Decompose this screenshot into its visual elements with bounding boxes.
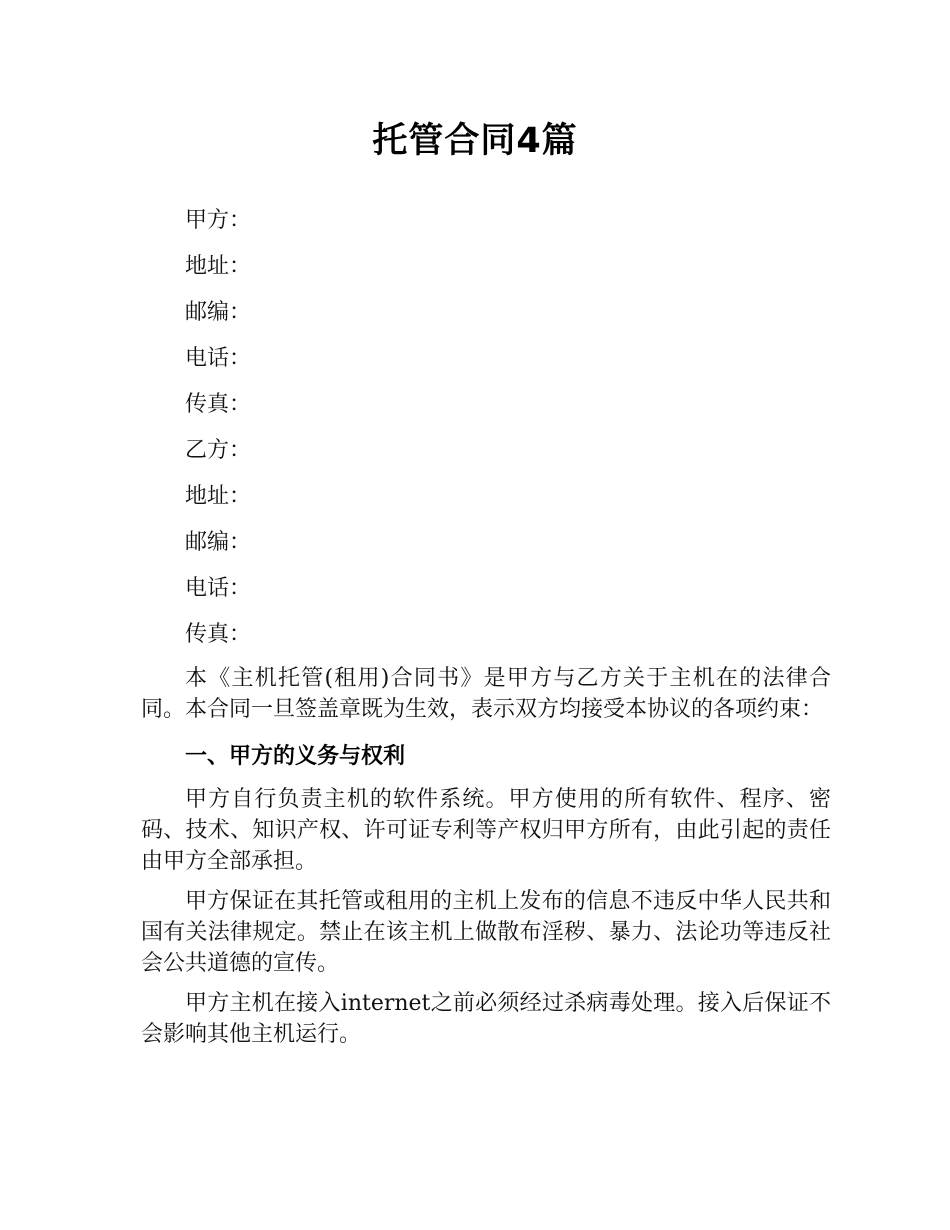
party-a-phone-field: 电话： — [185, 346, 252, 371]
section-paragraph: 甲方主机在接入internet之前必须经过杀病毒处理。接入后保证不会影响其他主机运行。 — [141, 991, 831, 1047]
party-b-address-field: 地址： — [185, 484, 252, 509]
document-body — [141, 198, 831, 1059]
section-heading: 一、甲方的义务与权利 — [185, 744, 406, 769]
section-paragraph: 甲方保证在其托管或租用的主机上发布的信息不违反中华人民共和国有关法律规定。禁止在该主机上做散布淫秽、暴力、法论功等违反社会公共道德的宣传。 — [141, 889, 831, 976]
party-a-name-field: 甲方： — [185, 208, 252, 233]
section-paragraph: 甲方自行负责主机的软件系统。甲方使用的所有软件、程序、密码、技术、知识产权、许可证专利等产权归甲方所有，由此引起的责任由甲方全部承担。 — [141, 787, 831, 874]
party-a-fax-field: 传真： — [185, 392, 252, 417]
party-a-address-field: 地址： — [185, 254, 252, 279]
intro-paragraph: 本《主机托管(租用)合同书》是甲方与乙方关于主机在的法律合同。本合同一旦签盖章既为生效，表示双方均接受本协议的各项约束： — [141, 666, 831, 722]
party-b-postcode-field: 邮编： — [185, 530, 252, 555]
party-b-name-field: 乙方： — [185, 438, 252, 463]
party-b-fax-field: 传真： — [185, 622, 252, 647]
party-a-postcode-field: 邮编： — [185, 300, 252, 325]
document-title: 托管合同4篇 — [372, 121, 578, 161]
party-b-phone-field: 电话： — [185, 576, 252, 601]
